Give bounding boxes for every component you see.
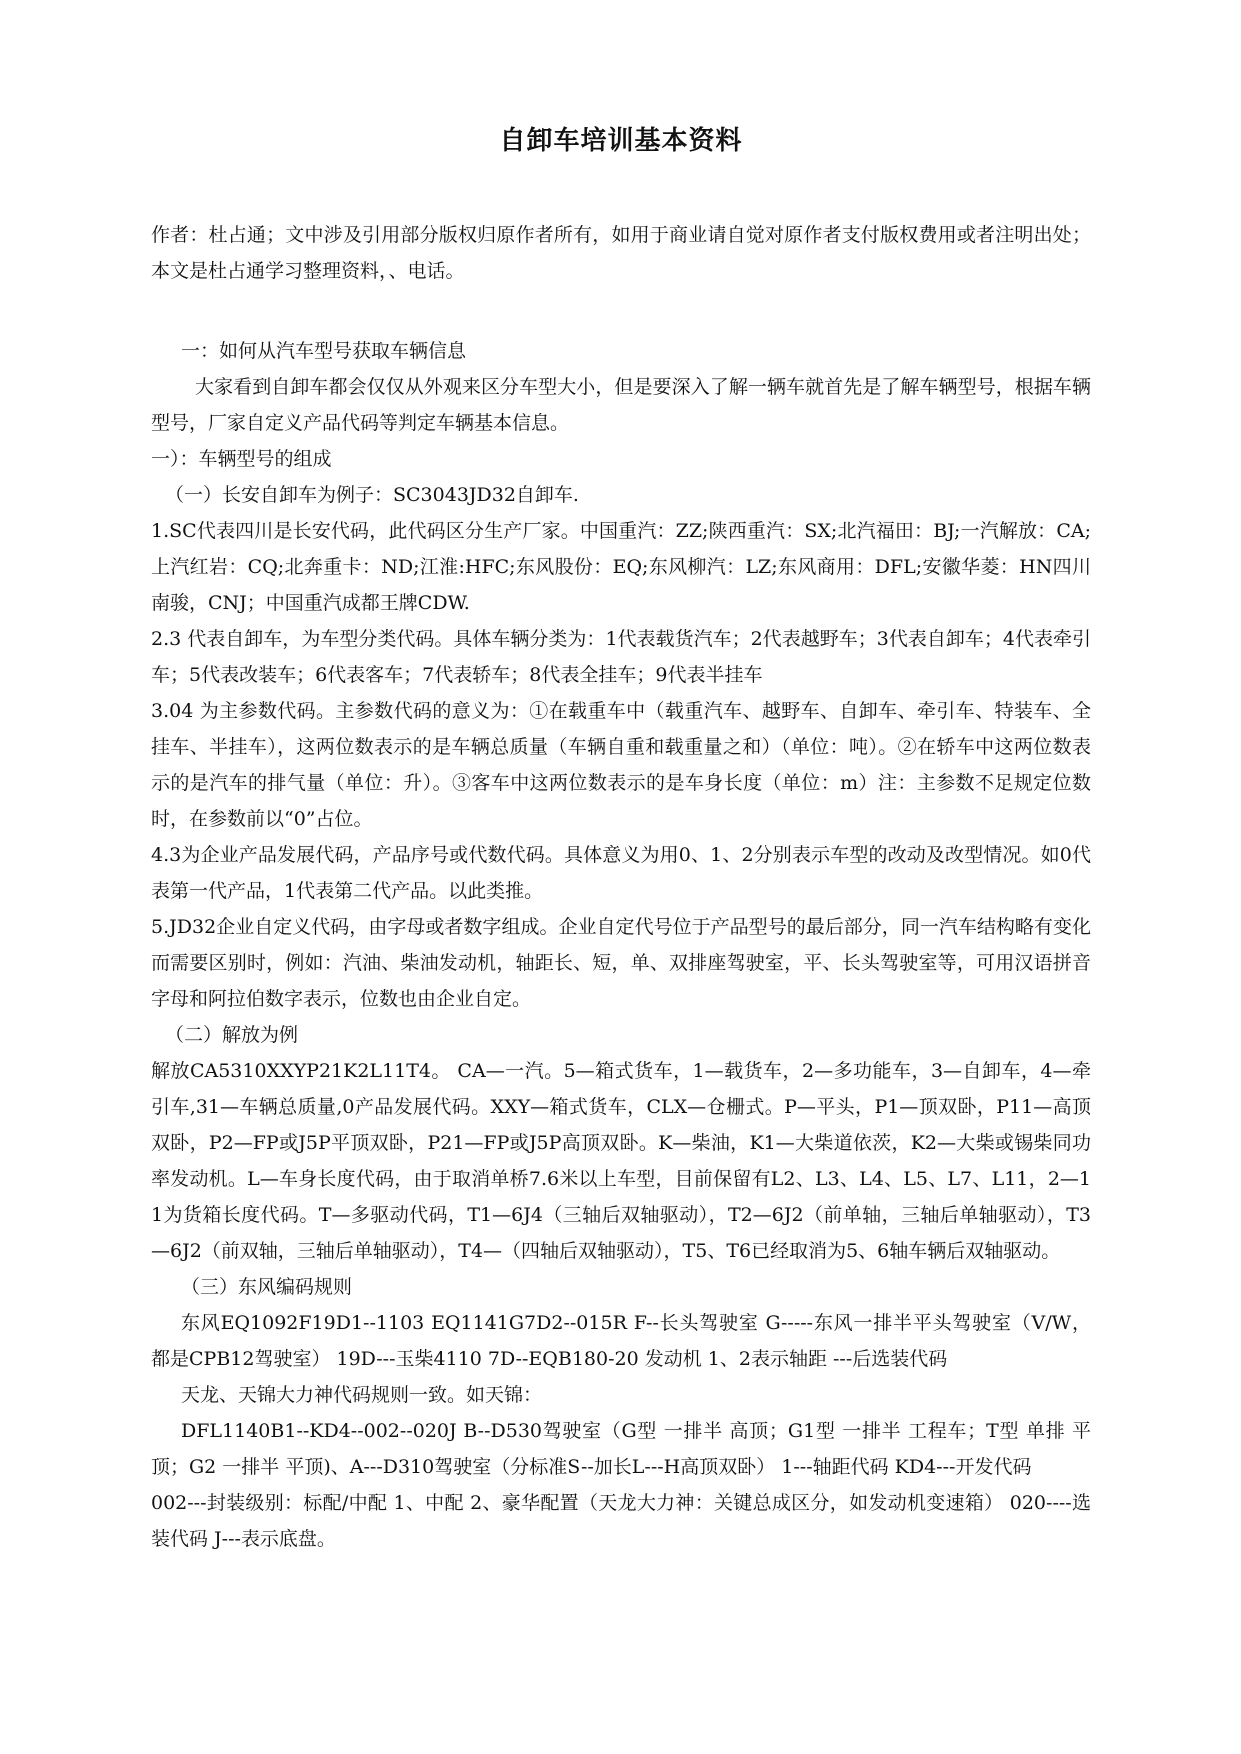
- tianlong-intro: 天龙、天锦大力神代码规则一致。如天锦：: [181, 1384, 543, 1406]
- document-page: [151, 120, 1091, 1557]
- intro-paragraph: 大家看到自卸车都会仅仅从外观来区分车型大小，但是要深入了解一辆车就首先是了解车辆型号，根据车辆型号，厂家自定义产品代码等判定车辆基本信息。: [151, 376, 1091, 434]
- example-jiefang-body: 解放CA5310XXYP21K2L11T4。 CA—一汽。5—箱式货车，1—载货车，2—多功能车，3—自卸车，4—牵引车,31—车辆总质量,0产品发展代码。XXY—箱式货车，CLX—仓栅式。P—平头，P1—顶双卧，P11—高顶双卧，P2—FP或J5P平顶双卧，P21—FP或J5P高顶双卧。K—柴油，K1—大柴道依茨，K2—大柴或锡柴同功率发动机。L—车身长度代码，由于取消单桥7.6米以上车型，目前保留有L2、L3、L4、L5、L7、L11，2—11为货箱长度代码。T—多驱动代码，T1—6J4（三轴后双轴驱动），T2—6J2（前单轴，三轴后单轴驱动），T3—6J2（前双轴，三轴后单轴驱动），T4—（四轴后双轴驱动），T5、T6已经取消为5、6轴车辆后双轴驱动。: [151, 1060, 1091, 1262]
- example-dongfeng-heading: （三）东风编码规则: [181, 1276, 353, 1298]
- tianlong-config: 002---封装级别：标配/中配 1、中配 2、豪华配置（天龙大力神：关键总成区分，如发动机变速箱） 020----选装代码 J---表示底盘。: [151, 1492, 1091, 1550]
- list-item-4: 4.3为企业产品发展代码，产品序号或代数代码。具体意义为用0、1、2分别表示车型的改动及改型情况。如0代表第一代产品，1代表第二代产品。以此类推。: [151, 844, 1091, 902]
- list-item-1: 1.SC代表四川是长安代码，此代码区分生产厂家。中国重汽：ZZ;陕西重汽：SX;北汽福田：BJ;一汽解放：CA;上汽红岩：CQ;北奔重卡：ND;江淮:HFC;东风股份：EQ;东风柳汽：LZ;东风商用：DFL;安徽华菱：HN四川南骏，CNJ；中国重汽成都王牌CDW.: [151, 520, 1091, 614]
- example-jiefang-heading: （二）解放为例: [165, 1024, 299, 1046]
- author-note: 作者：杜占通；文中涉及引用部分版权归原作者所有，如用于商业请自觉对原作者支付版权费用或者注明出处；本文是杜占通学习整理资料，、电话。: [151, 224, 1091, 282]
- list-item-5: 5.JD32企业自定义代码，由字母或者数字组成。企业自定代号位于产品型号的最后部分，同一汽车结构略有变化而需要区别时，例如：汽油、柴油发动机，轴距长、短，单、双排座驾驶室，平、长头驾驶室等，可用汉语拼音字母和阿拉伯数字表示，位数也由企业自定。: [151, 916, 1091, 1010]
- sub-heading-model-composition: 一）：车辆型号的组成: [151, 448, 332, 470]
- example-dongfeng-body: 东风EQ1092F19D1--1103 EQ1141G7D2--015R F--长头驾驶室 G-----东风一排半平头驾驶室（V/W，都是CPB12驾驶室） 19D---玉柴4110 7D--EQB180-20 发动机 1、2表示轴距 ---后选装代码: [151, 1312, 1091, 1370]
- list-item-3: 3.04 为主参数代码。主参数代码的意义为：①在载重车中（载重汽车、越野车、自卸车、牵引车、特装车、全挂车、半挂车），这两位数表示的是车辆总质量（车辆自重和载重量之和）（单位：吨）。②在轿车中这两位数表示的是汽车的排气量（单位：升）。③客车中这两位数表示的是车身长度（单位：m）注：主参数不足规定位数时，在参数前以“0”占位。: [151, 700, 1091, 830]
- list-item-2: 2.3 代表自卸车，为车型分类代码。具体车辆分类为：1代表载货汽车；2代表越野车；3代表自卸车；4代表牵引车；5代表改装车；6代表客车；7代表轿车；8代表全挂车；9代表半挂车: [151, 628, 1091, 686]
- tianlong-code: DFL1140B1--KD4--002--020J B--D530驾驶室（G型 一排半 高顶；G1型 一排半 工程车；T型 单排 平顶；G2 一排半 平顶)、A---D310驾驶室（分标准S--加长L---H高顶双卧） 1---轴距代码 KD4---开发代码: [151, 1420, 1091, 1478]
- section-1-heading: 一：如何从汽车型号获取车辆信息: [181, 340, 467, 362]
- document-title: 自卸车培训基本资料: [499, 126, 743, 156]
- example-changan-heading: （一）长安自卸车为例子：SC3043JD32自卸车.: [165, 484, 579, 506]
